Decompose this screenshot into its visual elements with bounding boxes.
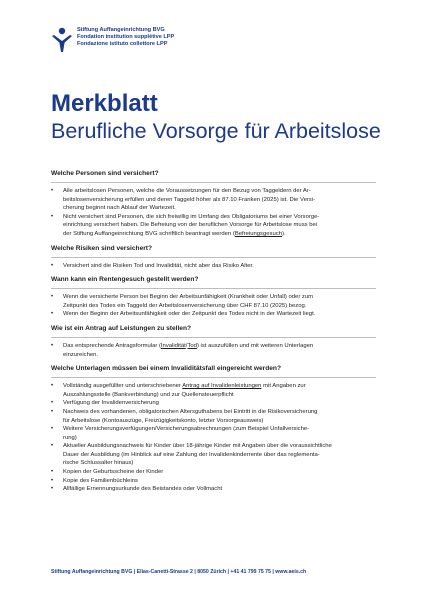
list-item-line: Auszahlungsstelle (Bankverbindung) und zur Quellensteuerpflicht	[63, 391, 234, 398]
bullet-icon: •	[51, 213, 54, 220]
org-name-fr: Fondation institution supplétive LPP	[77, 34, 175, 40]
list-item	[51, 382, 376, 399]
section	[51, 325, 376, 359]
list-item-line: für Arbeitslose (Kontoauszüge, Freizügigkeitskonto, letzter Vorsorgeausweis)	[63, 417, 264, 424]
list-item-line: Versichert sind die Risiken Tod und Invalidität, nicht aber das Risiko Alter.	[63, 262, 254, 269]
list-item-line: der Stiftung Auffangeinrichtung BVG schriftlich beantragt werden (Befreiungsgesuch).	[63, 230, 286, 237]
section-heading: Wie ist ein Antrag auf Leistungen zu stellen?	[51, 324, 192, 332]
list-item-line: Zeitpunkt des Todes ein Taggeld der Arbeitslosenversicherung über CHF 87.10 (2025) bezog.	[63, 302, 307, 309]
list-item	[51, 342, 376, 359]
list-item-line: Nicht versichert sind Personen, die sich freiwillig im Umfang des Obligatoriums bei einer Vorsorge-	[63, 213, 320, 220]
section-heading: Welche Risiken sind versichert?	[51, 244, 153, 252]
list-item-line: Das entsprechende Antragsformular (Invalidität/Tod) ist auszufüllen und mit weiteren Unterlagen	[63, 342, 314, 349]
section-divider	[51, 337, 376, 338]
list-item-line: Nachweis des vorhandenen, obligatorischen Altersguthabens bei Eintritt in die Risikoversicherung	[63, 408, 318, 415]
bullet-icon: •	[51, 408, 54, 415]
bullet-icon: •	[51, 342, 54, 349]
footer-contact: Stiftung Auffangeinrichtung BVG | Elias-Canetti-Strasse 2 | 8050 Zürich | +41 41 799 75 75 | www.aeis.ch	[51, 569, 307, 575]
list-item	[51, 310, 376, 319]
section-divider	[51, 257, 376, 258]
list-item-line: Verfügung der Invalidenversicherung	[63, 400, 159, 407]
bullet-icon: •	[51, 426, 54, 433]
list-item	[51, 485, 376, 494]
bullet-icon: •	[51, 294, 54, 301]
list-item	[51, 425, 376, 442]
list-item-line: Wenn die versicherte Person bei Beginn der Arbeitsunfähigkeit (Krankheit oder Unfall) oder zum	[63, 294, 314, 301]
document-body	[51, 170, 376, 500]
bullet-list	[51, 382, 376, 494]
list-item-line: Kopien der Geburtsscheine der Kinder	[63, 469, 164, 476]
bullet-list	[51, 187, 376, 239]
organization-names	[77, 27, 174, 48]
list-item-line: Dauer der Ausbildung (im Hinblick auf eine Zahlung der Invalidenkinderrente über das reglementa-	[63, 451, 320, 458]
bullet-list	[51, 342, 376, 359]
list-item-line: Weitere Versicherungsverfügungen/Versicherungsabrechnungen (zum Beispiel Unfallversiche-	[63, 426, 310, 433]
bullet-icon: •	[51, 262, 54, 269]
page-subtitle: Berufliche Vorsorge für Arbeitslose	[51, 119, 381, 143]
list-item-line: Wenn der Beginn der Arbeitsunfähigkeit oder der Zeitpunkt des Todes nicht in der Wartezeit liegt.	[63, 311, 316, 318]
section	[51, 365, 376, 494]
bullet-list	[51, 293, 376, 319]
organization-logo	[51, 27, 281, 55]
list-item	[51, 262, 376, 271]
list-item-line: einrichtung versichert haben. Die Befreiung von der beruflichen Vorsorge für Arbeitslose muss bei	[63, 222, 318, 229]
list-item-line: einzureichen.	[63, 351, 99, 358]
list-item-line: Aktueller Ausbildungsnachweis für Kinder über 18-jährige Kinder mit Angaben über die voraussichtliche	[63, 443, 332, 450]
section-heading: Welche Personen sind versichert?	[51, 170, 159, 177]
list-item	[51, 477, 376, 486]
list-item-line: beitslosenversicherung erfüllen und deren Taggeld höher als 87.10 Franken (2025) ist. Die Versi-	[63, 196, 316, 203]
list-item-line: cherung beginnt nach Ablauf der Wartezeit.	[63, 205, 176, 212]
list-item-line: Alle arbeitslosen Personen, welche die Voraussetzungen für den Bezug von Taggeldern der Ar-	[63, 188, 311, 194]
bullet-icon: •	[51, 400, 54, 407]
bullet-list	[51, 262, 376, 271]
section-heading: Wann kann ein Rentengesuch gestellt werden?	[51, 276, 199, 284]
section	[51, 276, 376, 319]
section-heading: Welche Unterlagen müssen bei einem Invaliditätsfall eingereicht werden?	[51, 365, 281, 373]
list-item	[51, 468, 376, 477]
list-item-line: Vollständig ausgefüllter und unterschriebener Antrag auf Invalidenleistungen mit Angaben zur	[63, 383, 306, 390]
list-item-line: rung)	[63, 434, 77, 441]
org-name-it: Fondazione istituto collettore LPP	[77, 41, 168, 47]
section-divider	[51, 182, 376, 183]
bullet-icon: •	[51, 311, 54, 318]
bullet-icon: •	[51, 477, 54, 484]
list-item-line: Allfällige Ernennungsurkunde des Beistandes oder Vollmacht	[63, 486, 223, 493]
org-name-de: Stiftung Auffangeinrichtung BVG	[77, 27, 165, 33]
list-item	[51, 399, 376, 408]
bullet-icon: •	[51, 383, 54, 390]
list-item	[51, 187, 376, 213]
section-divider	[51, 288, 376, 289]
bullet-icon: •	[51, 188, 54, 194]
bullet-icon: •	[51, 486, 54, 493]
list-item	[51, 293, 376, 310]
bullet-icon: •	[51, 443, 54, 450]
person-with-raised-arms-logo-icon	[51, 27, 73, 53]
list-item	[51, 442, 376, 468]
list-item-line: rische Schlussalter hinaus)	[63, 460, 134, 467]
section-divider	[51, 377, 376, 378]
list-item	[51, 408, 376, 425]
section	[51, 170, 376, 239]
section	[51, 245, 376, 271]
list-item	[51, 213, 376, 239]
page-title: Merkblatt	[51, 90, 158, 117]
list-item-line: Kopie des Familienbüchleins	[63, 477, 138, 484]
bullet-icon: •	[51, 469, 54, 476]
